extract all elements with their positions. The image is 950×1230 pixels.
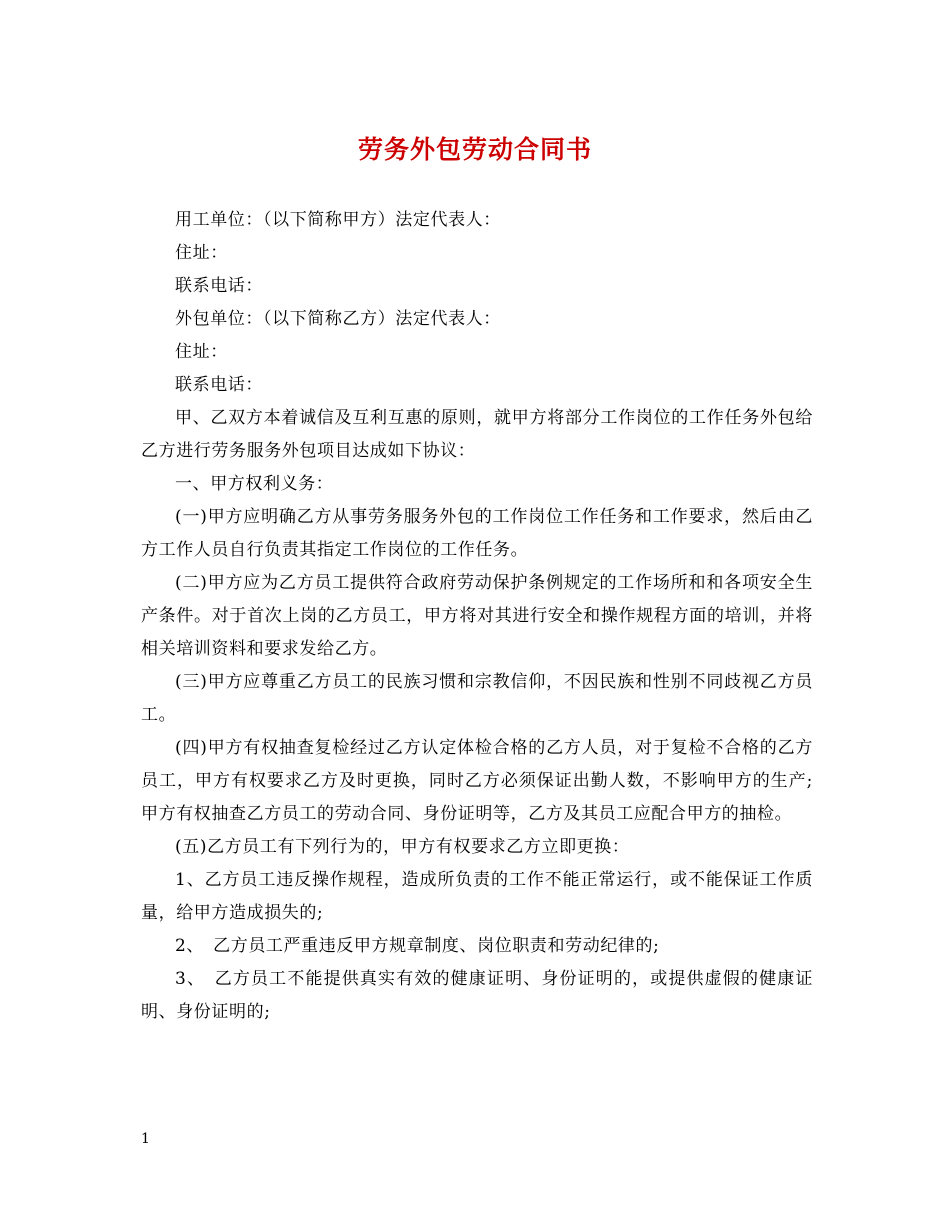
employer-address-line: 住址： [175,243,228,263]
employer-line: 用工单位：（以下简称甲方）法定代表人： [175,210,501,230]
clause-4: (四)甲方有权抽查复检经过乙方认定体检合格的乙方人员，对于复检不合格的乙方员工，甲方有权要求乙方及时更换，同时乙方必须保证出勤人数，不影响甲方的生产;甲方有权抽查乙方员工的劳动合同、身份证明等，乙方及其员工应配合甲方的抽检。 [141,738,813,824]
document-body [141,204,813,1029]
clause-3: (三)甲方应尊重乙方员工的民族习惯和宗教信仰，不因民族和性别不同歧视乙方员工。 [141,672,813,725]
section-heading-employer-rights: 一、甲方权利义务： [175,474,334,494]
sub-item-2: 2、 乙方员工严重违反甲方规章制度、岗位职责和劳动纪律的; [175,936,660,956]
preamble-paragraph: 甲、乙双方本着诚信及互利互惠的原则，就甲方将部分工作岗位的工作任务外包给乙方进行劳务服务外包项目达成如下协议： [141,408,813,461]
clause-5: (五)乙方员工有下列行为的，甲方有权要求乙方立即更换： [175,837,630,857]
sub-item-1: 1、乙方员工违反操作规程，造成所负责的工作不能正常运行，或不能保证工作质量，给甲方造成损失的; [141,870,813,923]
employer-phone-line: 联系电话： [175,276,263,296]
contractor-phone-line: 联系电话： [175,375,263,395]
contractor-address-line: 住址： [175,342,228,362]
page-number: 1 [141,1131,150,1147]
contractor-line: 外包单位：（以下简称乙方）法定代表人： [175,309,501,329]
clause-1: (一)甲方应明确乙方从事劳务服务外包的工作岗位工作任务和工作要求，然后由乙方工作人员自行负责其指定工作岗位的工作任务。 [141,507,813,560]
sub-item-3: 3、 乙方员工不能提供真实有效的健康证明、身份证明的，或提供虚假的健康证明、身份证明的; [141,969,813,1022]
document-title: 劳务外包劳动合同书 [357,135,592,164]
clause-2: (二)甲方应为乙方员工提供符合政府劳动保护条例规定的工作场所和和各项安全生产条件。对于首次上岗的乙方员工，甲方将对其进行安全和操作规程方面的培训，并将相关培训资料和要求发给乙方。 [141,573,813,659]
